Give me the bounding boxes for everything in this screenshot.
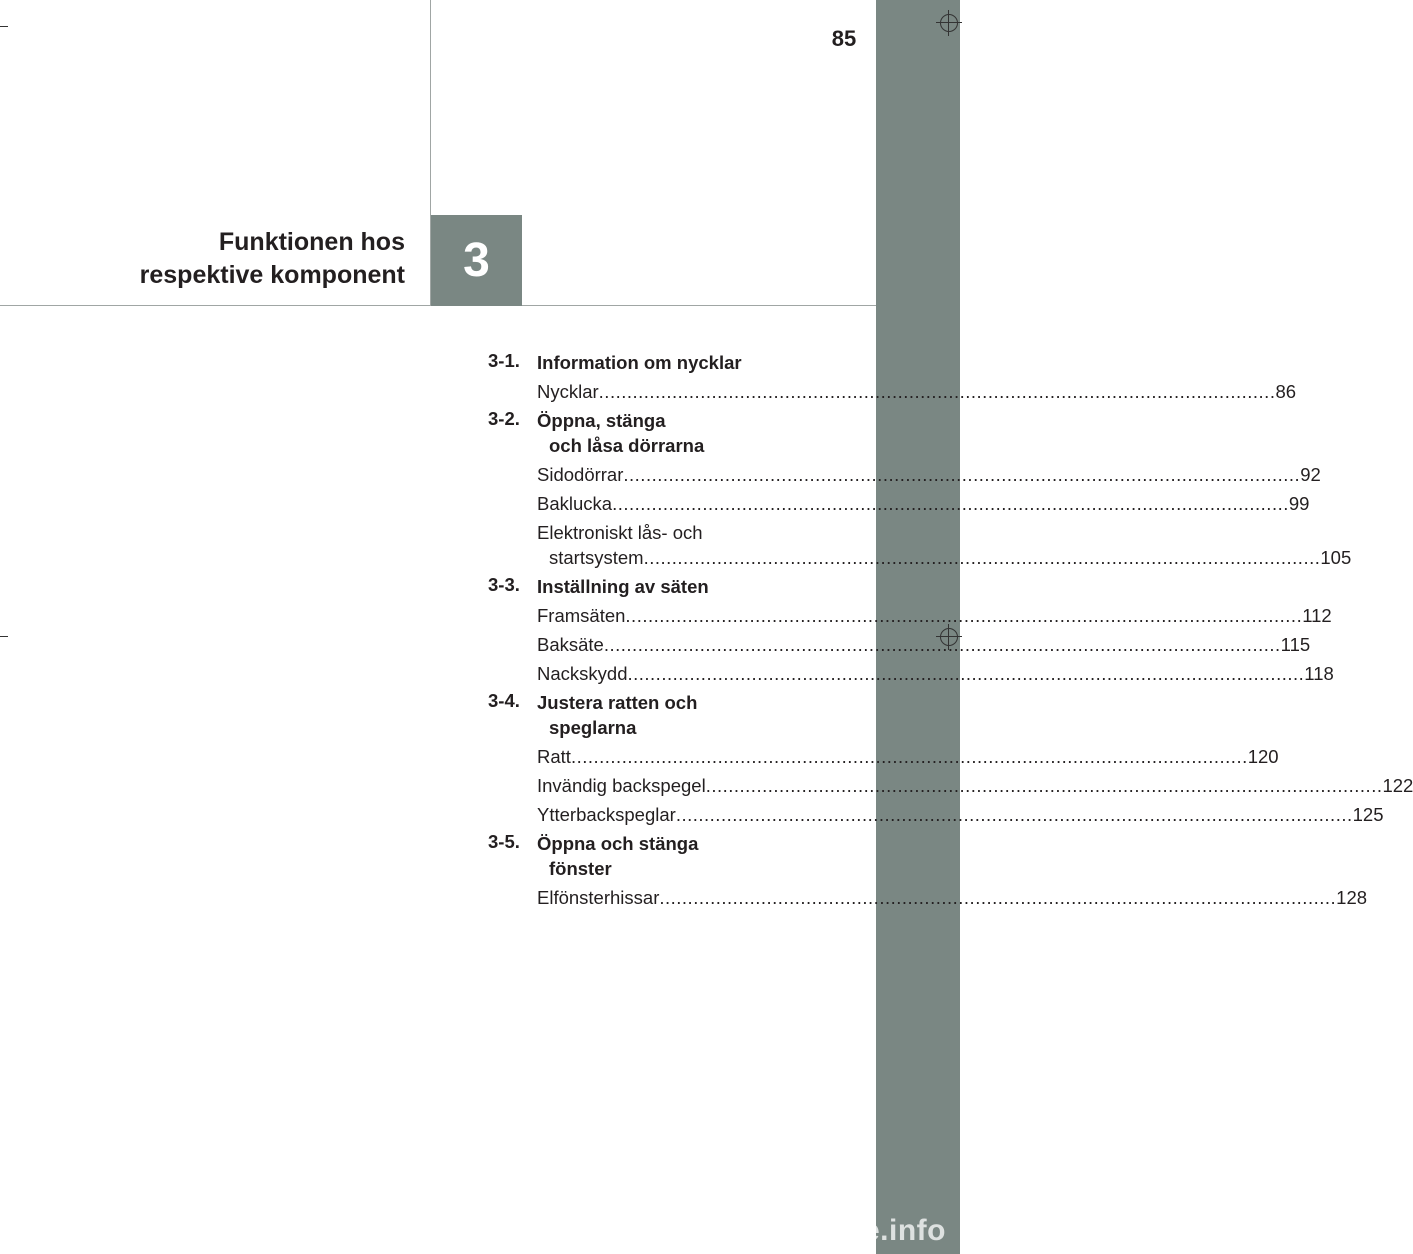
toc-section-heading[interactable] xyxy=(488,408,820,458)
entry-page-number: 105 xyxy=(1320,547,1352,568)
dot-leader: ........................................................................................................................ xyxy=(659,887,1337,908)
entry-label: Nackskydd xyxy=(537,663,628,684)
entry-label: Nycklar xyxy=(537,381,599,402)
chapter-title-line: Funktionen hos xyxy=(218,228,405,256)
entry-row xyxy=(537,491,1310,516)
entry-label: Ratt xyxy=(537,746,571,767)
toc-entry[interactable] xyxy=(488,462,1321,487)
toc-entry[interactable] xyxy=(488,802,1384,827)
entry-label: Framsäten xyxy=(537,605,626,626)
toc-entry[interactable] xyxy=(488,379,1297,404)
entry-row xyxy=(537,545,1352,570)
entry-page-number: 122 xyxy=(1382,775,1413,796)
section-title-line: Justera ratten och xyxy=(537,692,698,713)
toc-entry[interactable] xyxy=(488,603,1332,628)
dot-leader: ........................................................................................................................ xyxy=(675,804,1353,825)
entry-page-number: 125 xyxy=(1352,804,1384,825)
entry-row xyxy=(537,744,1279,769)
entry-row xyxy=(537,802,1384,827)
dot-leader: ........................................................................................................................ xyxy=(643,547,1321,568)
entry-row xyxy=(537,885,1368,910)
watermark: carmanualsonline.info xyxy=(617,1214,946,1247)
toc-entry[interactable] xyxy=(488,632,1311,657)
dot-leader: ........................................................................................................................ xyxy=(627,663,1305,684)
page-number: 85 xyxy=(831,26,857,51)
entry-row xyxy=(537,603,1332,628)
entry-label: Invändig backspegel xyxy=(537,775,706,796)
dot-leader: ........................................................................................................................ xyxy=(603,634,1281,655)
entry-row xyxy=(537,661,1334,686)
entry-row xyxy=(537,632,1311,657)
entry-page-number: 112 xyxy=(1302,605,1332,626)
crop-mark-top-left xyxy=(0,26,8,27)
section-title-line: Information om nycklar xyxy=(537,352,742,373)
entry-row xyxy=(537,462,1321,487)
chapter-number-box xyxy=(431,215,522,306)
toc-entry[interactable] xyxy=(488,744,1279,769)
section-title-line: Öppna, stänga xyxy=(537,410,666,431)
table-of-contents xyxy=(488,350,1413,914)
toc-section-heading[interactable] xyxy=(488,350,820,375)
toc-entry[interactable] xyxy=(488,491,1310,516)
entry-label-line: Elektroniskt lås- och xyxy=(537,522,703,543)
chapter-title-line: respektive komponent xyxy=(139,261,405,289)
entry-row xyxy=(537,379,1297,404)
entry-label: startsystem xyxy=(549,547,644,568)
section-title-line: fönster xyxy=(549,858,612,879)
entry-page-number: 120 xyxy=(1247,746,1279,767)
section-number: 3-5. xyxy=(488,831,520,852)
dot-leader: ........................................................................................................................ xyxy=(623,464,1301,485)
chapter-title xyxy=(140,226,405,292)
entry-page-number: 118 xyxy=(1304,663,1334,684)
section-number: 3-3. xyxy=(488,574,520,595)
entry-label: Ytterbackspeglar xyxy=(537,804,676,825)
dot-leader: ........................................................................................................................ xyxy=(705,775,1383,796)
toc-section-heading[interactable] xyxy=(488,690,820,740)
toc-section-heading[interactable] xyxy=(488,574,820,599)
entry-label: Sidodörrar xyxy=(537,464,624,485)
section-title-line: Öppna och stänga xyxy=(537,833,699,854)
toc-entry[interactable] xyxy=(488,520,1352,570)
toc-entry[interactable] xyxy=(488,885,1368,910)
section-number: 3-4. xyxy=(488,690,520,711)
entry-label: Elfönsterhissar xyxy=(537,887,660,908)
section-number: 3-2. xyxy=(488,408,520,429)
entry-label: Baklucka xyxy=(537,493,613,514)
toc-section-heading[interactable] xyxy=(488,831,820,881)
toc-entry[interactable] xyxy=(488,773,1413,798)
entry-label: Baksäte xyxy=(537,634,604,655)
dot-leader: ........................................................................................................................ xyxy=(625,605,1303,626)
entry-page-number: 115 xyxy=(1280,634,1311,655)
dot-leader: ........................................................................................................................ xyxy=(612,493,1289,514)
entry-page-number: 99 xyxy=(1288,493,1310,514)
chapter-number: 3 xyxy=(463,234,490,287)
entry-page-number: 128 xyxy=(1336,887,1368,908)
entry-page-number: 86 xyxy=(1275,381,1297,402)
crop-mark-left xyxy=(0,636,8,637)
entry-row xyxy=(537,773,1413,798)
section-number: 3-1. xyxy=(488,350,520,371)
section-title-line: speglarna xyxy=(549,717,637,738)
dot-leader: ........................................................................................................................ xyxy=(598,381,1276,402)
toc-entry[interactable] xyxy=(488,661,1334,686)
dot-leader: ........................................................................................................................ xyxy=(570,746,1248,767)
section-title-line: Inställning av säten xyxy=(537,576,709,597)
entry-page-number: 92 xyxy=(1300,464,1321,485)
section-title-line: och låsa dörrarna xyxy=(549,435,705,456)
